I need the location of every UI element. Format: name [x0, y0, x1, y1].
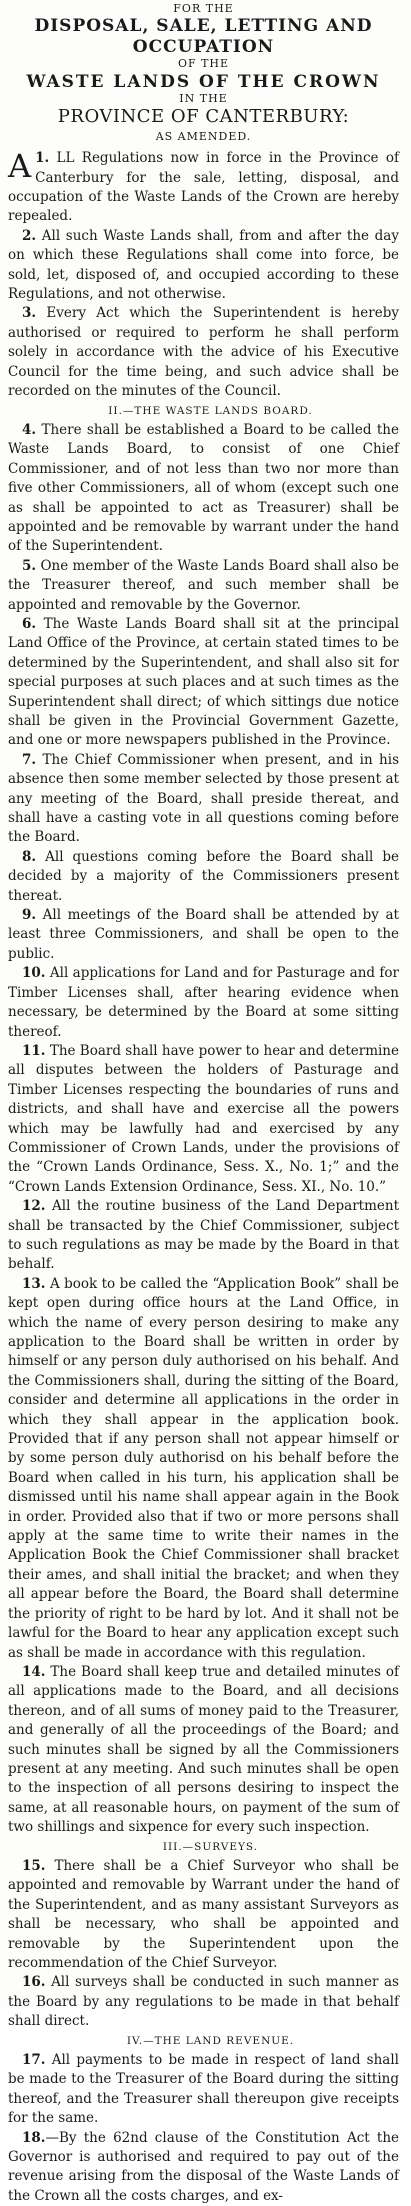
section-heading-waste-lands-board: II.—THE WASTE LANDS BOARD.: [108, 404, 313, 417]
paragraph-17: 17. All payments to be made in respect of land shall be made to the Treasurer of the Board during the sitting thereof, and the Treasurer shall thereupon give receipts for the same.: [8, 2052, 399, 2127]
paragraph-5: 5. One member of the Waste Lands Board shall also be the Treasurer thereof, and such member shall be appointed and removable by the Governor.: [8, 557, 399, 613]
header-province: PROVINCE OF CANTERBURY:: [57, 106, 350, 128]
section-heading-land-revenue: IV.—THE LAND REVENUE.: [126, 2034, 295, 2047]
header-as-amended: AS AMENDED.: [155, 130, 252, 144]
header-waste-lands: WASTE LANDS OF THE CROWN: [26, 71, 381, 92]
regulations-body: [8, 149, 399, 2206]
paragraph-8: 8. All questions coming before the Board shall be decided by a majority of the Commissioners present thereat.: [8, 848, 399, 904]
paragraph-14: 14. The Board shall keep true and detailed minutes of all applications made to the Board, and all decisions thereon, and of all sums of money paid to the Treasurer, and generally of all the proceedings of the Board; and such minutes shall be signed by all the Commissioners present at any meeting. And such minutes shall be open to the inspection of all persons desiring to inspect the same, at all reasonable hours, on payment of the sum of two shillings and sixpence for every such inspection.: [8, 1663, 399, 1836]
paragraph-2: 2. All such Waste Lands shall, from and after the day on which these Regulations shall come into force, be sold, let, disposed of, and occupied according to these Regulations, and not otherwise.: [8, 227, 399, 303]
paragraph-18: 18.—By the 62nd clause of the Constitution Act the Governor is authorised and required to pay out of the revenue arising from the disposal of the Waste Lands of the Crown all the costs charges, and ex-: [8, 2129, 399, 2204]
header-of-the: OF THE: [177, 57, 230, 71]
paragraph-3: 3. Every Act which the Superintendent is hereby authorised or required to perform he shall perform solely in accordance with the advice of his Executive Council for the time being, and such advice shall be recorded on the minutes of the Council.: [8, 305, 399, 400]
paragraph-12: 12. All the routine business of the Land Department shall be transacted by the Chief Commissioner, subject to such regulations as may be made by the Board in that behalf.: [8, 1198, 400, 1273]
header-for-the: FOR THE: [173, 2, 234, 15]
paragraph-7: 7. The Chief Commissioner when present, and in his absence then some member selected by those present at any meeting of the Board, shall preside thereat, and shall have a casting vote in all questions coming before the Board.: [8, 751, 400, 846]
paragraph-13: 13. A book to be called the “Application Book” shall be kept open during office hours at the Land Office, in which the name of every person desiring to make any application to the Board shall be written in order by himself or any person duly authorised on his behalf. And the Commissioners shall, during the sitting of the Board, consider and determine all applications in the order in which they shall appear in the application book. Provided that if any person shall not appear himself or by some person duly authorisd on his behalf before the Board when called in his turn, his application shall be dismissed until his name shall appear again in the Book in order. Provided also that if two or more persons shall apply at the same time to write their names in the Application Book the Chief Commissioner shall bracket their ames, and shall initial the bracket; and when they all appear before the Board, the Board shall determine the priority of right to be hard by lot. And it shall not be lawful for the Board to hear any application except such as shall be made in accordance with this regulation.: [8, 1275, 399, 1661]
paragraph-10: 10. All applications for Land and for Pasturage and for Timber Licenses shall, after hearing evidence when necessary, be determined by the Board at some sitting thereof.: [8, 965, 399, 1040]
document-header: [8, 3, 399, 143]
paragraph-1: 1. A LL Regulations now in force in the Province of Canterbury for the sale, letting, disposal, and occupation of the Waste Lands of the Crown are hereby repealed.: [8, 147, 399, 225]
paragraph-4: 4. There shall be established a Board to be called the Waste Lands Board, to consist of one Chief Commissioner, and of not less than two nor more than five other Commissioners, all of whom (except such one as shall be appointed to act as Treasurer) shall be appointed and be removable by warrant under the hand of the Superintendent.: [8, 421, 399, 555]
header-occupation: OCCUPATION: [132, 36, 275, 57]
paragraph-11: 11. The Board shall have power to hear and determine all disputes between the holders of Pasturage and Timber Licenses respecting the boundaries of runs and districts, and shall have and exercise all the powers which may be lawfully had and exercised by any Commissioner of Crown Lands, under the provisions of the “Crown Lands Ordinance, Sess. X., No. 1;” and the “Crown Lands Extension Ordinance, Sess. XI., No. 10.”: [8, 1042, 399, 1195]
paragraph-6: 6. The Waste Lands Board shall sit at the principal Land Office of the Province, at certain stated times to be determined by the Superintendent, and shall also sit for special purposes at such places and at such times as the Superintendent shall direct; of which sittings due notice shall be given in the Provincial Government Gazette, and one or more newspapers published in the Province.: [8, 615, 400, 749]
header-disposal-line: DISPOSAL, SALE, LETTING AND: [34, 16, 373, 37]
paragraph-9: 9. All meetings of the Board shall be attended by at least three Commissioners, and shall be open to the public.: [8, 907, 399, 962]
paragraph-15: 15. There shall be a Chief Surveyor who shall be appointed and removable by Warrant under the hand of the Superintendent, and as many assistant Surveyors as shall be necessary, who shall be appointed and removable by the Superintendent upon the recommendation of the Chief Surveyor.: [8, 1857, 399, 1972]
section-heading-surveys: III.—SURVEYS.: [162, 1840, 259, 1853]
header-in-the: IN THE: [179, 92, 228, 106]
paragraph-16: 16. All surveys shall be conducted in such manner as the Board by any regulations to be made in that behalf shall direct.: [8, 1974, 399, 2030]
drop-cap: A: [8, 147, 32, 186]
